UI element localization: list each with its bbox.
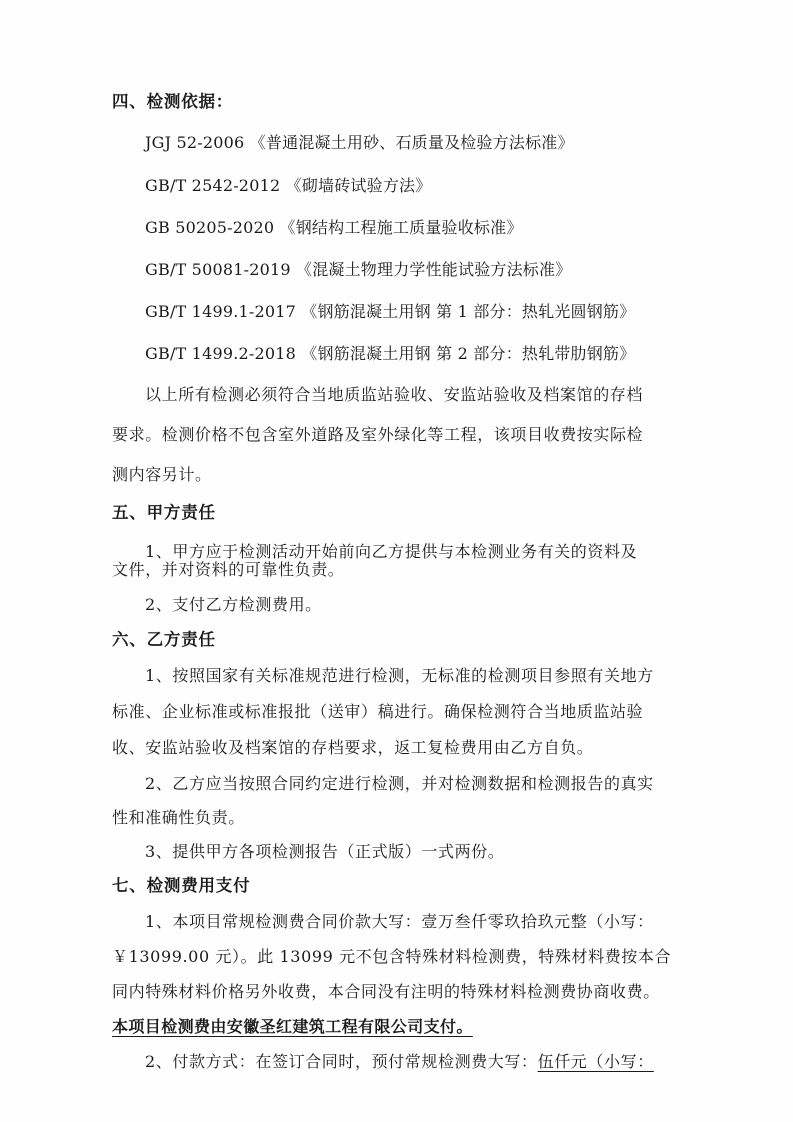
- paragraph-line: ￥13099.00 元）。此 13099 元不包含特殊材料检测费，特殊材料费按本合: [112, 947, 672, 966]
- section-heading-basis: 四、检测依据：: [112, 92, 234, 111]
- payer-statement: 本项目检测费由安徽圣红建筑工程有限公司支付。: [112, 1017, 473, 1036]
- paragraph-line: 1、按照国家有关标准规范进行检测，无标准的检测项目参照有关地方: [145, 666, 654, 685]
- paragraph-line: 要求。检测价格不包含室外道路及室外绿化等工程，该项目收费按实际检: [112, 425, 644, 444]
- paragraph-line: 性和准确性负责。: [112, 808, 245, 827]
- standard-item: GB/T 2542-2012 《砌墙砖试验方法》: [145, 176, 432, 195]
- paragraph-line: 3、提供甲方各项检测报告（正式版）一式两份。: [145, 842, 505, 861]
- paragraph-line: 2、支付乙方检测费用。: [145, 595, 322, 614]
- standard-item: GB/T 50081-2019 《混凝土物理力学性能试验方法标准》: [145, 260, 572, 279]
- section-heading-payment: 七、检测费用支付: [112, 876, 251, 895]
- standard-item: JGJ 52-2006 《普通混凝土用砂、石质量及检验方法标准》: [145, 133, 574, 152]
- payment-amount-blank: 伍仟元（小写：: [537, 1052, 654, 1071]
- standard-item: GB/T 1499.2-2018 《钢筋混凝土用钢 第 2 部分：热轧带肋钢筋》: [145, 344, 636, 363]
- section-heading-party-b: 六、乙方责任: [112, 630, 216, 649]
- paragraph-line: 标准、企业标准或标准报批（送审）稿进行。确保检测符合当地质监站验: [112, 702, 644, 721]
- paragraph-line: 文件，并对资料的可靠性负责。: [112, 560, 345, 579]
- standard-item: GB/T 1499.1-2017 《钢筋混凝土用钢 第 1 部分：热轧光圆钢筋》: [145, 302, 636, 321]
- paragraph-line: 收、安监站验收及档案馆的存档要求，返工复检费用由乙方自负。: [112, 738, 594, 757]
- paragraph-line: 同内特殊材料价格另外收费，本合同没有注明的特殊材料检测费协商收费。: [112, 982, 660, 1001]
- payment-method-line: [145, 1052, 654, 1072]
- standard-item: GB 50205-2020 《钢结构工程施工质量验收标准》: [145, 218, 523, 237]
- paragraph-line: 1、甲方应于检测活动开始前向乙方提供与本检测业务有关的资料及: [145, 542, 638, 561]
- section-heading-party-a: 五、甲方责任: [112, 503, 216, 522]
- paragraph-line: 以上所有检测必须符合当地质监站验收、安监站验收及档案馆的存档: [145, 385, 644, 404]
- paragraph-line: 2、乙方应当按照合同约定进行检测，并对检测数据和检测报告的真实: [145, 774, 654, 793]
- paragraph-line: 1、本项目常规检测费合同价款大写：壹万叁仟零玖拾玖元整（小写：: [145, 912, 654, 931]
- payment-method-text: 2、付款方式：在签订合同时，预付常规检测费大写：: [145, 1052, 538, 1071]
- paragraph-line: 测内容另计。: [112, 465, 212, 484]
